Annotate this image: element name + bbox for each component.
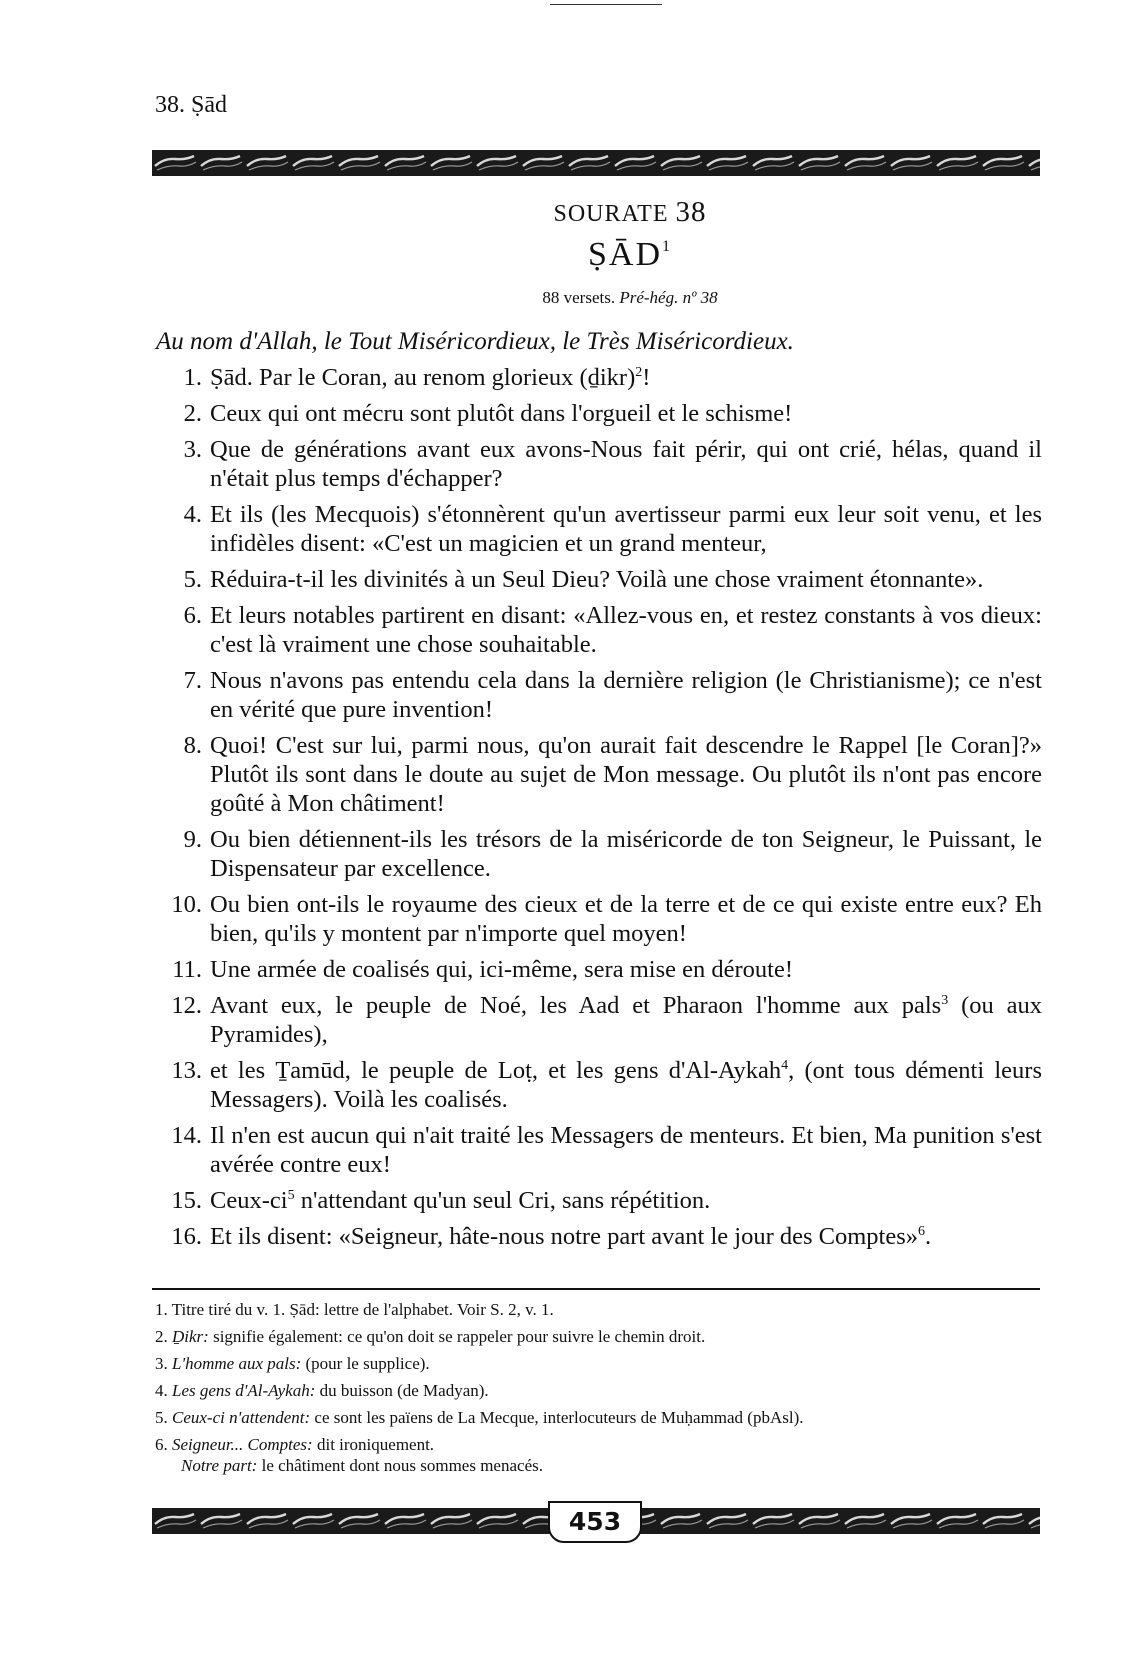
verse [152,1186,1042,1215]
verse-text-main: Il n'en est aucun qui n'ait traité les Messagers de menteurs. Et bien, Ma punition s'est avérée contre eux! [210,1122,1042,1178]
footnote-label: Seigneur... Comptes: [172,1435,313,1454]
verse-text [210,731,1042,818]
footnote-number: 2. [155,1327,168,1346]
verse-text-main: Quoi! C'est sur lui, parmi nous, qu'on aurait fait descendre le Rappel [le Coran]?» Plutôt ils sont dans le doute au sujet de Mon message. Ou plutôt ils n'ont pas encore goûté à Mon châtiment! [210,732,1042,817]
footnote-rule [152,1288,1040,1290]
verse-text-main: Ceux-ci [210,1187,288,1214]
verse [152,666,1042,724]
verse-number: 6. [183,602,202,629]
verse [152,435,1042,493]
running-head: 38. Ṣād [155,92,227,118]
verse [152,601,1042,659]
chapter-title-text: ṢĀD [587,236,663,273]
verse-text-tail: n'attendant qu'un seul Cri, sans répétition. [294,1187,711,1214]
verse [152,991,1042,1049]
verse-text [210,1056,1042,1114]
chain-ornament [152,150,1040,176]
verse-text-tail: . [925,1223,932,1250]
footnote-number: 3. [155,1354,168,1373]
verse-text [210,890,1042,948]
verse-text [210,565,1042,594]
verse [152,1222,1042,1251]
verse-text [210,666,1042,724]
verse-number: 13. [171,1057,202,1084]
basmala: Au nom d'Allah, le Tout Miséricordieux, le Très Miséricordieux. [156,328,794,355]
verse-text [210,1121,1042,1179]
verse-text-main: Avant eux, le peuple de Noé, les Aad et Pharaon l'homme aux pals [210,992,942,1019]
verse-text-main: Que de générations avant eux avons-Nous fait périr, qui ont crié, hélas, quand il n'était plus temps d'échapper? [210,436,1042,492]
verse-number: 5. [183,566,202,593]
verse-text-main: Et leurs notables partirent en disant: «Allez-vous en, et restez constants à vos dieux: c'est là vraiment une chose souhaitable. [210,602,1042,658]
footnote-ref: 6 [918,1224,926,1239]
verse-text-main: Ou bien ont-ils le royaume des cieux et de la terre et de ce qui existe entre eux? Eh bien, qu'ils y montent par n'importe quel moyen! [210,891,1042,947]
footnote-ref: 2 [635,365,643,380]
footnote-text: Titre tiré du v. 1. Ṣād: lettre de l'alphabet. Voir S. 2, v. 1. [171,1300,554,1319]
verse-text [210,1186,1042,1215]
footnote-label: Ceux-ci n'attendent: [172,1408,311,1427]
verse-text-main: et les Ṯamūd, le peuple de Loṭ, et les gens d'Al-Aykah [210,1057,782,1084]
footnote-list [155,1299,1040,1482]
chapter-heading [430,196,830,229]
footnote-label: L'homme aux pals: [172,1354,302,1373]
verse [152,731,1042,818]
footnote [155,1299,1040,1320]
verse-number: 8. [183,732,202,759]
verse [152,1121,1042,1179]
footnote-number: 4. [155,1381,168,1400]
verse [152,565,1042,594]
verse-number: 9. [183,826,202,853]
verse [152,363,1042,392]
footnote-ref: 5 [287,1188,295,1203]
footnote-label: Ḏikr: [172,1327,209,1346]
verse-text-main: Ou bien détiennent-ils les trésors de la miséricorde de ton Seigneur, le Puissant, le Dispensateur par excellence. [210,826,1042,882]
verse-number: 7. [183,667,202,694]
verse-list [152,363,1042,1258]
verse-number: 14. [171,1122,202,1149]
top-rule [550,4,662,5]
verse-text [210,825,1042,883]
verse-number: 12. [171,992,202,1019]
verse-text [210,991,1042,1049]
footnote-text: (pour le supplice). [301,1354,430,1373]
verse-text [210,1222,1042,1251]
verse-number: 15. [171,1187,202,1214]
verse-text-tail: ! [642,364,651,391]
title-note-ref: 1 [662,238,673,255]
footnote [155,1353,1040,1374]
footnote-label: Les gens d'Al-Aykah: [172,1381,316,1400]
verse-text-main: Et ils disent: «Seigneur, hâte-nous notre part avant le jour des Comptes» [210,1223,919,1250]
footnote-text: dit ironiquement. [312,1435,435,1454]
footnote-text: le châtiment dont nous sommes menacés. [257,1456,543,1475]
footnote-text: du buisson (de Madyan). [315,1381,489,1400]
verse [152,500,1042,558]
top-ornament-band [152,150,1040,176]
chapter-title [430,236,830,274]
verse-number: 1. [183,364,202,391]
verse-number: 4. [183,501,202,528]
footnote-number: 1. [155,1300,168,1319]
footnote-text: ce sont les païens de La Mecque, interlocuteurs de Muḥammad (pbAsl). [310,1408,804,1427]
chapter-label: SOURATE [553,201,669,227]
verse-number: 16. [171,1223,202,1250]
verse [152,825,1042,883]
verse [152,1056,1042,1114]
verse-number: 10. [171,891,202,918]
verse-text-tail: (ou aux Pyramides), [210,992,1042,1048]
verse [152,955,1042,984]
verse-text-main: Nous n'avons pas entendu cela dans la dernière religion (le Christianisme); ce n'est en vérité que pure invention! [210,667,1042,723]
verse-text [210,500,1042,558]
chronology: Pré-hég. nº 38 [619,288,718,307]
footnote-number: 6. [155,1435,168,1454]
footnote-text: signifie également: ce qu'on doit se rappeler pour suivre le chemin droit. [208,1327,706,1346]
verse [152,890,1042,948]
verse-text-main: Ṣād. Par le Coran, au renom glorieux (ḏikr) [210,364,636,391]
verse-number: 3. [183,436,202,463]
footnote [155,1407,1040,1428]
verse-text-main: Une armée de coalisés qui, ici-même, sera mise en déroute! [210,956,793,983]
verse-text [210,435,1042,493]
verse-count: 88 versets. [542,288,616,307]
footnote-ref: 4 [781,1058,789,1073]
page-number: 453 [548,1501,642,1543]
footnote-continuation [155,1455,1040,1476]
chapter-number: 38 [675,196,707,228]
verse-text-tail: , (ont tous démenti leurs Messagers). Voilà les coalisés. [210,1057,1042,1113]
footnote-number: 5. [155,1408,168,1427]
verse-text-main: Réduira-t-il les divinités à un Seul Dieu? Voilà une chose vraiment étonnante». [210,566,984,593]
verse-text [210,363,1042,392]
footnote [155,1326,1040,1347]
verse-text-main: Et ils (les Mecquois) s'étonnèrent qu'un avertisseur parmi eux leur soit venu, et les infidèles disent: «C'est un magicien et un grand menteur, [210,501,1042,557]
footnote-ref: 3 [941,993,949,1008]
verse [152,399,1042,428]
footnote-label: Notre part: [181,1456,258,1475]
chapter-meta [430,288,830,308]
footnote [155,1434,1040,1476]
verse-text [210,399,1042,428]
verse-number: 2. [183,400,202,427]
footnote [155,1380,1040,1401]
verse-number: 11. [172,956,202,983]
verse-text [210,601,1042,659]
verse-text [210,955,1042,984]
verse-text-main: Ceux qui ont mécru sont plutôt dans l'orgueil et le schisme! [210,400,793,427]
